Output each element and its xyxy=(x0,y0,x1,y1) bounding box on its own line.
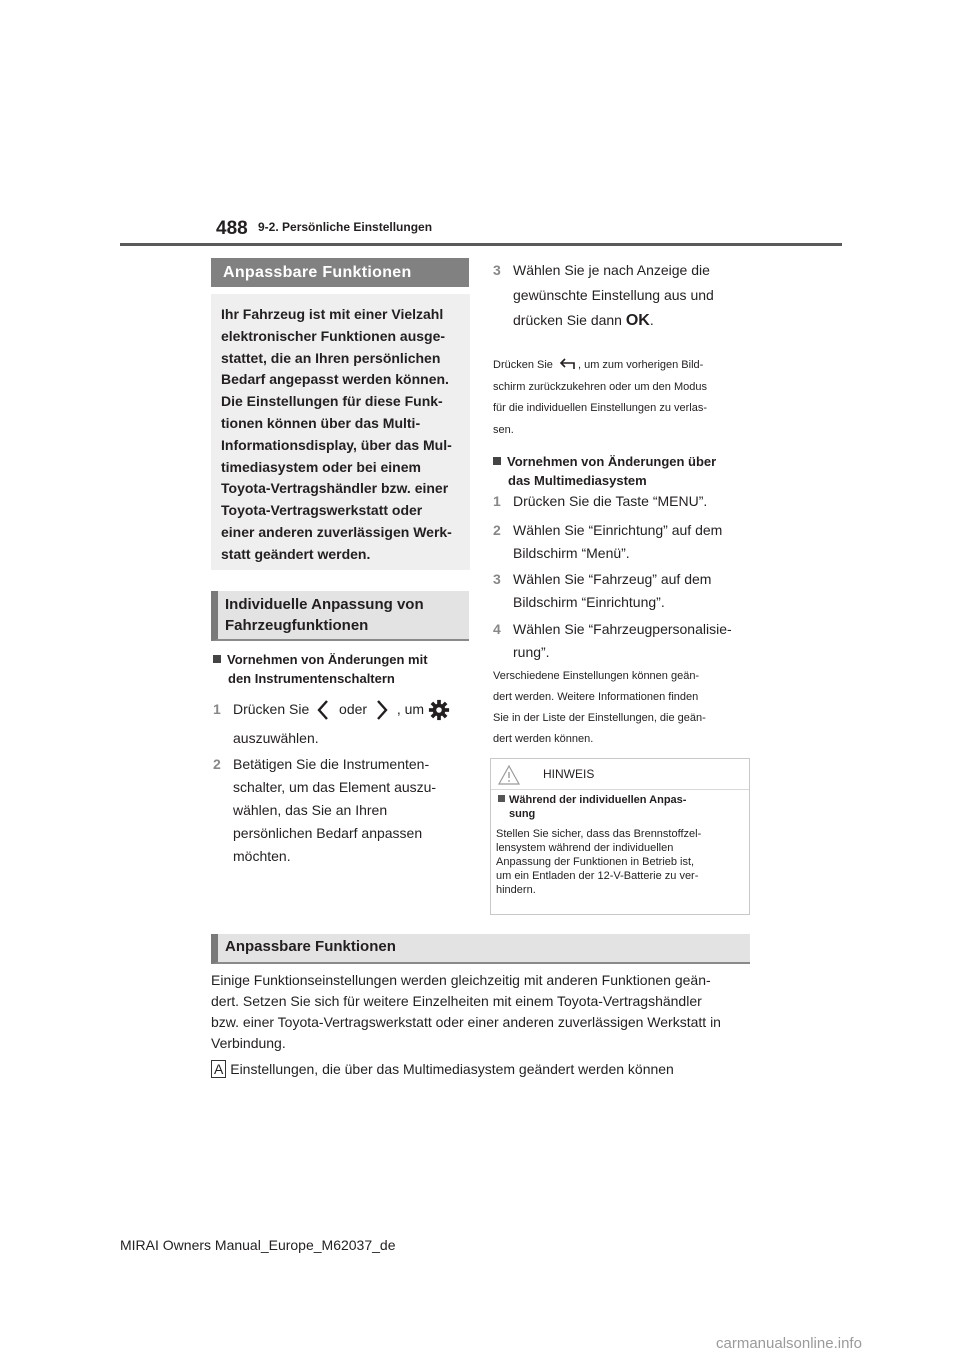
step-text: , um xyxy=(396,701,425,717)
square-bullet-icon xyxy=(213,655,221,663)
watermark: carmanualsonline.info xyxy=(716,1335,862,1352)
intro-line: Ihr Fahrzeug ist mit einer Vielzahl xyxy=(221,306,444,322)
step-line: Wählen Sie “Fahrzeugpersonalisie- xyxy=(513,621,732,637)
subheading-line: das Multimediasystem xyxy=(508,473,647,488)
subheading-line: Vornehmen von Änderungen über xyxy=(507,454,717,469)
step-line: gewünschte Einstellung aus und xyxy=(513,287,714,303)
ok-button-symbol: OK xyxy=(625,312,650,329)
step-line: Betätigen Sie die Instrumenten- xyxy=(233,756,430,772)
intro-line: statt geändert werden. xyxy=(221,545,371,562)
section-title: 9-2. Persönliche Einstellungen xyxy=(258,220,433,234)
hinweis-line: lensystem während der individuellen xyxy=(496,842,674,854)
step-line: Wählen Sie je nach Anzeige die xyxy=(513,262,710,278)
step-3-multimedia xyxy=(493,568,753,614)
subheading-multimediasystem xyxy=(493,452,753,490)
intro-line: Bedarf angepasst werden können. xyxy=(221,371,449,388)
intro-line: Informationsdisplay, über das Mul- xyxy=(221,436,452,453)
step-number: 3 xyxy=(493,262,501,278)
square-bullet-icon xyxy=(498,795,505,802)
chevron-left-icon xyxy=(313,698,335,722)
hinweis-text xyxy=(496,827,746,897)
note-text: , um zum vorherigen Bild- xyxy=(577,359,704,371)
note-line: dert werden können. xyxy=(493,733,594,745)
hinweis-divider xyxy=(491,789,749,790)
back-arrow-icon xyxy=(556,357,578,373)
step-line: Drücken Sie die Taste “MENU”. xyxy=(513,493,708,509)
step-line: Bildschirm “Menü”. xyxy=(513,545,630,561)
gear-icon xyxy=(428,699,450,721)
subheading-instrumentenschalter xyxy=(213,650,473,688)
intro-box xyxy=(211,294,470,570)
step-line: Bildschirm “Einrichtung”. xyxy=(513,594,665,610)
heading-line: Individuelle Anpassung von xyxy=(225,596,424,613)
paragraph-line: bzw. einer Toyota-Vertragswerkstatt oder einer anderen zuverlässigen Werkstatt in xyxy=(211,1014,721,1030)
step-text: auszuwählen. xyxy=(233,730,319,747)
step-text: oder xyxy=(339,701,368,717)
footer-manual-id: MIRAI Owners Manual_Europe_M62037_de xyxy=(120,1237,396,1253)
step-3 xyxy=(493,258,753,333)
subheading-line: Vornehmen von Änderungen mit xyxy=(227,652,428,667)
note-line: schirm zurückzukehren oder um den Modus xyxy=(493,380,707,393)
step-2-multimedia xyxy=(493,519,753,565)
step-number: 1 xyxy=(493,493,501,509)
intro-line: elektronischer Funktionen ausge- xyxy=(221,327,446,344)
note-line: für die individuellen Einstellungen zu verlas- xyxy=(493,402,708,414)
step-1-multimedia xyxy=(493,490,753,513)
note-line: Sie in der Liste der Einstellungen, die geän- xyxy=(493,712,706,724)
step-number: 3 xyxy=(493,571,501,587)
step-line: persönlichen Bedarf anpassen xyxy=(233,825,423,841)
paragraph-line: Einige Funktionseinstellungen werden gleichzeitig mit anderen Funktionen geän- xyxy=(211,972,711,988)
heading-individuelle-anpassung xyxy=(211,591,469,641)
note-text: Drücken Sie xyxy=(493,359,553,371)
paragraph-line: dert. Setzen Sie sich für weitere Einzelheiten mit einem Toyota-Vertragshändler xyxy=(211,993,702,1009)
hinweis-title: HINWEIS xyxy=(543,767,595,781)
hinweis-sub-line: sung xyxy=(509,808,536,820)
step-line: wählen, das Sie an Ihren xyxy=(233,802,388,818)
intro-line: einer anderen zuverlässigen Werk- xyxy=(221,523,452,540)
paragraph-line: Verbindung. xyxy=(211,1035,286,1051)
note-settings xyxy=(493,666,753,750)
step-line: Wählen Sie “Einrichtung” auf dem xyxy=(513,522,723,538)
step-1 xyxy=(213,698,473,752)
step-number: 1 xyxy=(213,701,221,717)
hinweis-line: hindern. xyxy=(496,884,536,896)
step-line: Wählen Sie “Fahrzeug” auf dem xyxy=(513,571,712,587)
step-line: rung”. xyxy=(513,644,550,660)
heading-line: Fahrzeugfunktionen xyxy=(225,617,369,634)
step-number: 2 xyxy=(213,756,221,772)
intro-line: Toyota-Vertragswerkstatt oder xyxy=(221,502,423,519)
step-number: 2 xyxy=(493,522,501,538)
note-line: dert werden. Weitere Informationen finden xyxy=(493,691,699,703)
step-line: . xyxy=(649,312,654,328)
chevron-right-icon xyxy=(371,698,393,722)
page-number: 488 xyxy=(216,218,248,239)
note-line: Verschiedene Einstellungen können geän- xyxy=(493,670,700,682)
label-a-row xyxy=(211,1059,756,1080)
hinweis-sub-line: Während der individuellen Anpas- xyxy=(509,794,687,806)
step-number: 4 xyxy=(493,621,501,637)
hinweis-line: Stellen Sie sicher, dass das Brennstoffzel- xyxy=(496,828,702,840)
heading-anpassbare-funktionen-bottom: Anpassbare Funktionen xyxy=(211,934,750,964)
note-line: sen. xyxy=(493,423,514,436)
intro-line: Toyota-Vertragshändler bzw. einer xyxy=(221,480,449,497)
warning-icon xyxy=(498,765,520,785)
heading-anpassbare-funktionen: Anpassbare Funktionen xyxy=(211,258,469,287)
hinweis-box xyxy=(490,758,750,915)
step-line: drücken Sie dann xyxy=(513,312,622,328)
intro-line: Die Einstellungen für diese Funk- xyxy=(221,393,443,410)
hinweis-line: Anpassung der Funktionen in Betrieb ist, xyxy=(496,856,695,868)
subheading-line: den Instrumentenschaltern xyxy=(228,671,395,686)
label-a-badge: A xyxy=(211,1060,226,1078)
header-rule xyxy=(120,243,842,246)
intro-line: stattet, die an Ihren persönlichen xyxy=(221,349,441,366)
intro-line: timediasystem oder bei einem xyxy=(221,458,421,475)
step-line: schalter, um das Element auszu- xyxy=(233,779,437,795)
step-line: möchten. xyxy=(233,848,291,864)
bottom-paragraph xyxy=(211,970,756,1054)
step-2 xyxy=(213,753,473,868)
step-4-multimedia xyxy=(493,618,753,664)
intro-line: tionen können über das Multi- xyxy=(221,414,421,431)
hinweis-subheading xyxy=(498,793,743,821)
hinweis-line: um ein Entladen der 12-V-Batterie zu ver- xyxy=(496,870,699,882)
label-a-text: Einstellungen, die über das Multimediasystem geändert werden können xyxy=(230,1061,674,1077)
step-text: Drücken Sie xyxy=(233,701,310,717)
square-bullet-icon xyxy=(493,457,501,465)
note-back xyxy=(493,355,753,441)
